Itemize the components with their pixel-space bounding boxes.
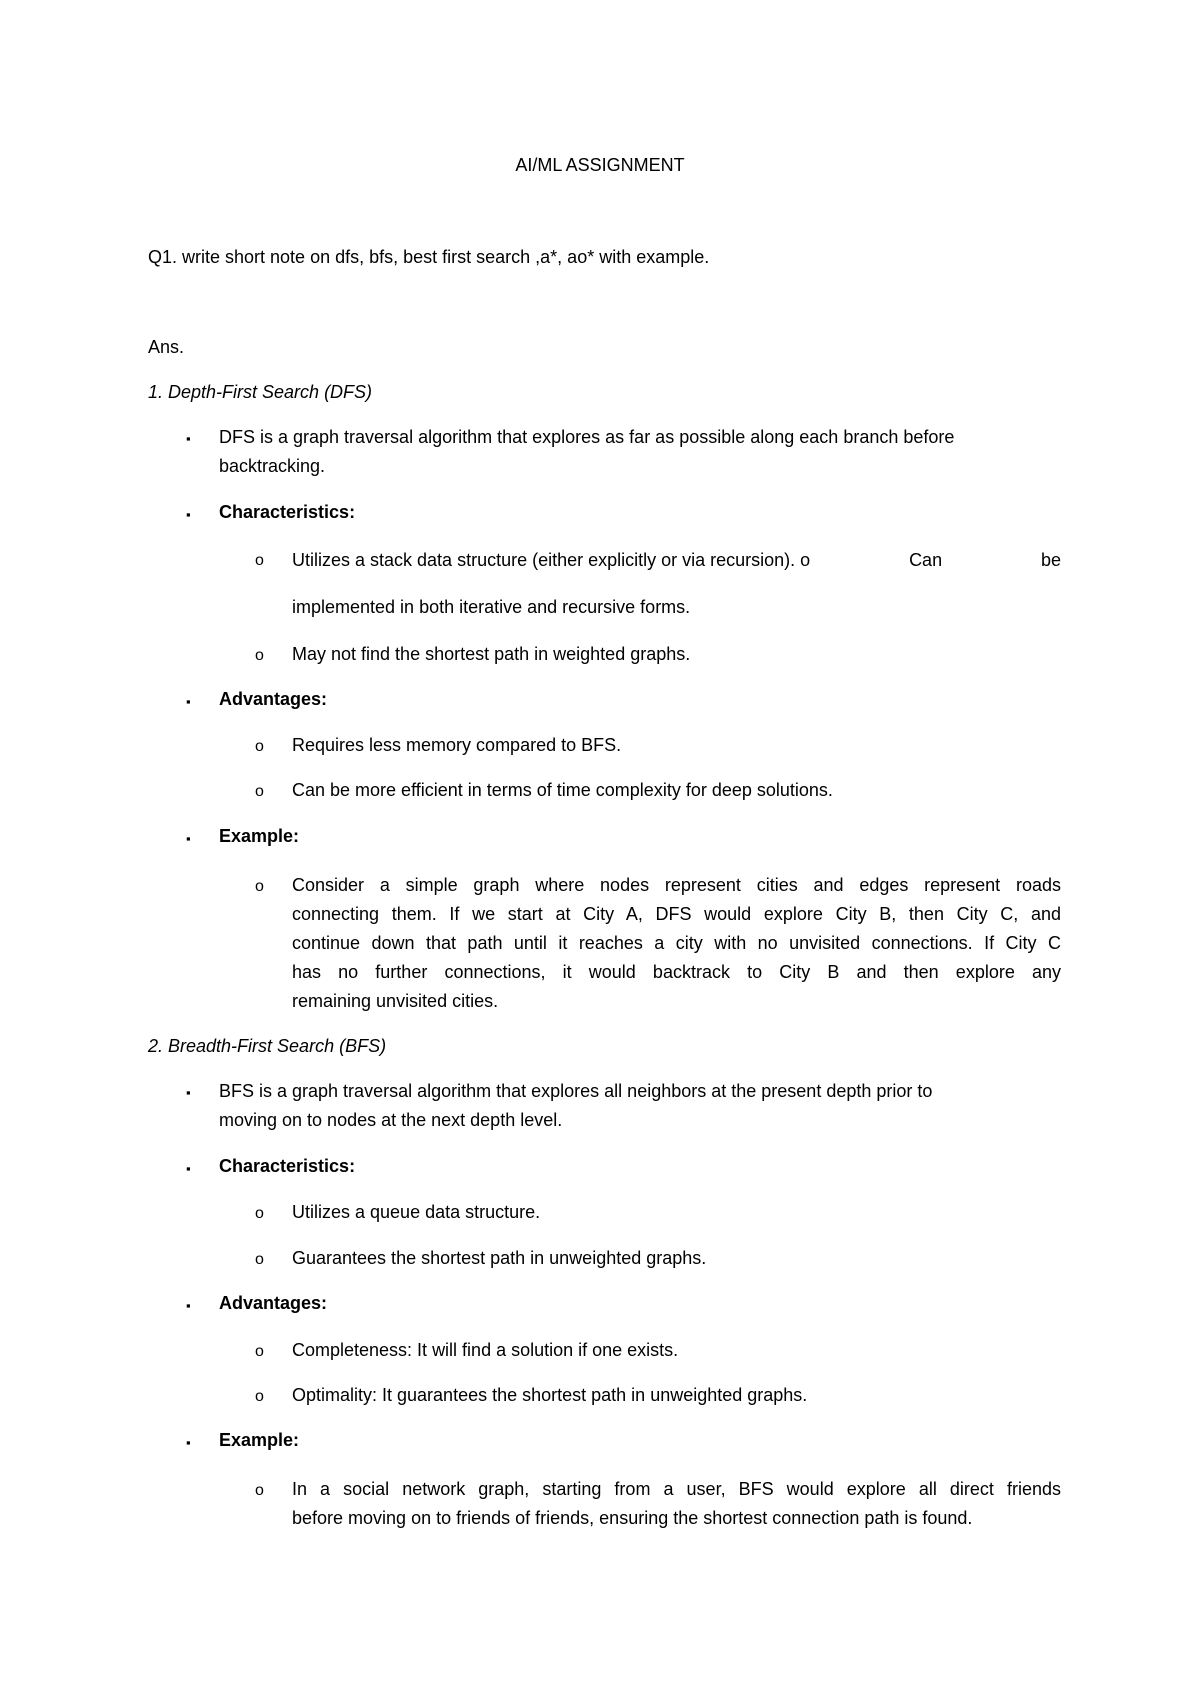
dfs-adv2: Can be more efficient in terms of time complexity for deep solutions. bbox=[292, 780, 833, 800]
bfs-example-line2: before moving on to friends of friends, ensuring the shortest connection path is found. bbox=[292, 1508, 973, 1528]
dfs-example-line1: Consider a simple graph where nodes represent cities and edges represent roads bbox=[292, 875, 1061, 895]
answer-label: Ans. bbox=[148, 337, 185, 357]
dfs-char1-part3: be bbox=[1040, 550, 1061, 570]
bullet-icon: ▪ bbox=[186, 1085, 191, 1100]
bullet-icon: ▪ bbox=[186, 694, 191, 709]
sub-bullet-icon: o bbox=[255, 1205, 264, 1222]
bfs-char2: Guarantees the shortest path in unweighted graphs. bbox=[292, 1248, 707, 1268]
dfs-definition-line1: DFS is a graph traversal algorithm that explores as far as possible along each branch before bbox=[219, 427, 955, 447]
sub-bullet-icon: o bbox=[255, 878, 264, 895]
bullet-icon: ▪ bbox=[186, 1298, 191, 1313]
bfs-advantages-label: Advantages: bbox=[219, 1293, 328, 1313]
dfs-characteristics-label: Characteristics: bbox=[219, 502, 356, 522]
bullet-icon: ▪ bbox=[186, 831, 191, 846]
sub-bullet-icon: o bbox=[255, 1251, 264, 1268]
dfs-example-line5: remaining unvisited cities. bbox=[292, 991, 499, 1011]
sub-bullet-icon: o bbox=[255, 1343, 264, 1360]
sub-bullet-icon: o bbox=[255, 783, 264, 800]
dfs-example-line2: connecting them. If we start at City A, DFS would explore City B, then City C, and bbox=[292, 904, 1061, 924]
bfs-heading: 2. Breadth-First Search (BFS) bbox=[148, 1036, 387, 1056]
dfs-char1-part1: Utilizes a stack data structure (either explicitly or via recursion). o bbox=[292, 550, 811, 570]
bfs-example-label: Example: bbox=[219, 1430, 300, 1450]
dfs-adv1: Requires less memory compared to BFS. bbox=[292, 735, 622, 755]
dfs-definition-line2: backtracking. bbox=[219, 456, 326, 476]
dfs-char1 bbox=[292, 551, 1061, 569]
dfs-example-line4: has no further connections, it would backtrack to City B and then explore any bbox=[292, 962, 1061, 982]
dfs-char2: implemented in both iterative and recursive forms. bbox=[292, 597, 691, 617]
sub-bullet-icon: o bbox=[255, 1388, 264, 1405]
bfs-adv2: Optimality: It guarantees the shortest path in unweighted graphs. bbox=[292, 1385, 808, 1405]
sub-bullet-icon: o bbox=[255, 647, 264, 664]
bfs-example-line1: In a social network graph, starting from a user, BFS would explore all direct friends bbox=[292, 1479, 1061, 1499]
page-title: AI/ML ASSIGNMENT bbox=[515, 155, 685, 175]
bfs-characteristics-label: Characteristics: bbox=[219, 1156, 356, 1176]
sub-bullet-icon: o bbox=[255, 552, 264, 569]
bfs-definition-line2: moving on to nodes at the next depth level. bbox=[219, 1110, 563, 1130]
sub-bullet-icon: o bbox=[255, 738, 264, 755]
dfs-heading: 1. Depth-First Search (DFS) bbox=[148, 382, 373, 402]
dfs-advantages-label: Advantages: bbox=[219, 689, 328, 709]
dfs-char3: May not find the shortest path in weighted graphs. bbox=[292, 644, 691, 664]
bullet-icon: ▪ bbox=[186, 431, 191, 446]
bfs-adv1: Completeness: It will find a solution if one exists. bbox=[292, 1340, 679, 1360]
bfs-char1: Utilizes a queue data structure. bbox=[292, 1202, 541, 1222]
bfs-definition-line1: BFS is a graph traversal algorithm that explores all neighbors at the present depth prior to bbox=[219, 1081, 933, 1101]
sub-bullet-icon: o bbox=[255, 1482, 264, 1499]
bullet-icon: ▪ bbox=[186, 1435, 191, 1450]
question-text: Q1. write short note on dfs, bfs, best first search ,a*, ao* with example. bbox=[148, 247, 710, 267]
dfs-example-line3: continue down that path until it reaches a city with no unvisited connections. If City C bbox=[292, 933, 1061, 953]
dfs-example-label: Example: bbox=[219, 826, 300, 846]
dfs-char1-part2: Can bbox=[909, 550, 943, 570]
bullet-icon: ▪ bbox=[186, 507, 191, 522]
bullet-icon: ▪ bbox=[186, 1161, 191, 1176]
